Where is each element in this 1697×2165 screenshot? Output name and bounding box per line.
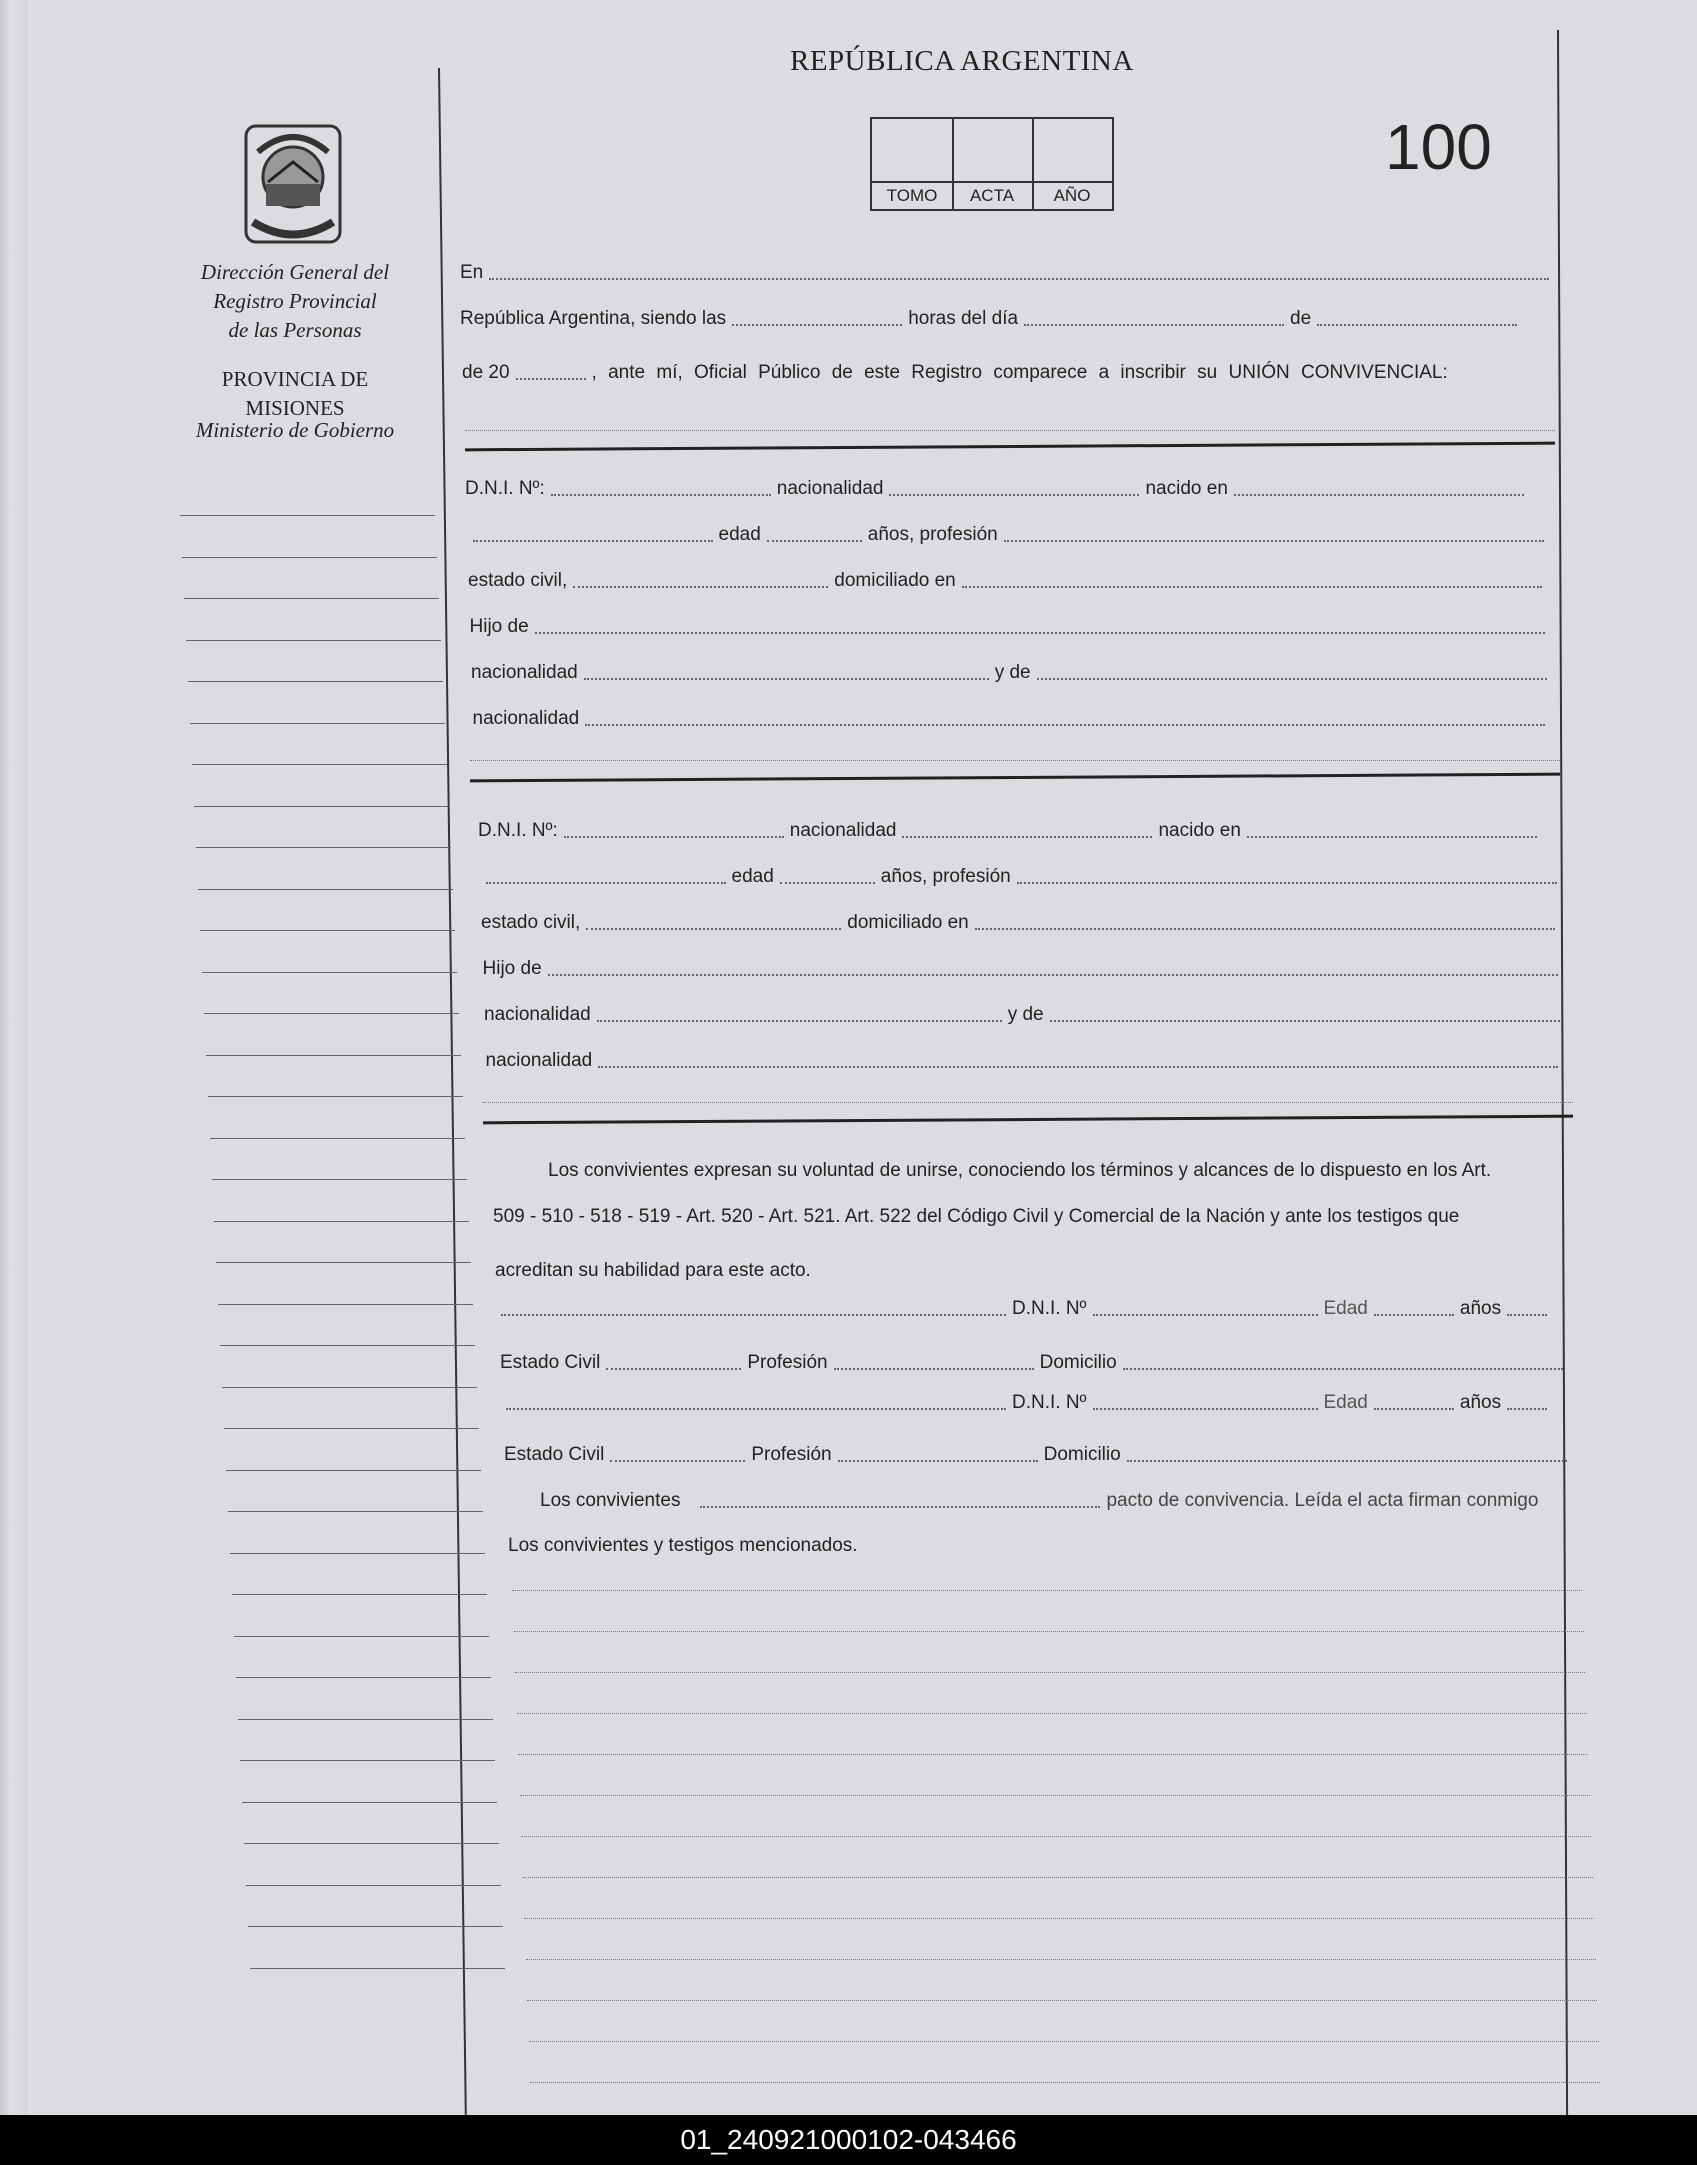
- margin-note-line[interactable]: [220, 1345, 475, 1346]
- witness-2-domicilio-label: Domicilio: [1043, 1444, 1121, 1465]
- witness-1-years-field[interactable]: [1507, 1313, 1547, 1316]
- margin-note-line[interactable]: [226, 1470, 481, 1471]
- person-2-birthplace-field[interactable]: [1247, 835, 1537, 838]
- witness-1-address-field[interactable]: [1123, 1367, 1563, 1370]
- en-label: En: [460, 262, 484, 283]
- margin-note-line[interactable]: [240, 1760, 495, 1761]
- margin-note-line[interactable]: [194, 806, 449, 807]
- person-1-birthplace-field[interactable]: [1234, 493, 1524, 496]
- person-2-nationality-field[interactable]: [902, 835, 1152, 838]
- person-2-address-field[interactable]: [975, 927, 1555, 930]
- directorate-line-2: Registro Provincial: [213, 289, 377, 313]
- witness-2-age-field[interactable]: [1374, 1407, 1454, 1410]
- province-name: [170, 365, 420, 423]
- ano-cell[interactable]: [1032, 119, 1112, 209]
- signature-line[interactable]: [514, 1631, 1584, 1633]
- person-1-parent-1-nationality-field[interactable]: [584, 677, 989, 680]
- margin-note-line[interactable]: [216, 1262, 471, 1263]
- person-2-profession-field[interactable]: [1017, 881, 1557, 884]
- signature-line[interactable]: [529, 2041, 1599, 2043]
- person-2-line-2: [480, 866, 1563, 888]
- margin-note-line[interactable]: [184, 598, 439, 599]
- witness-1-edad-label: Edad: [1323, 1298, 1368, 1319]
- person-1-dni-label: D.N.I. Nº:: [465, 478, 545, 499]
- provincial-seal-icon: [238, 122, 348, 250]
- closing-line-2: Los convivientes y testigos mencionados.: [508, 1535, 858, 1556]
- signature-line[interactable]: [527, 2000, 1597, 2002]
- witness-2-years-field[interactable]: [1507, 1407, 1547, 1410]
- de20-label: de 20: [462, 362, 510, 383]
- person-1-edad-label: edad: [718, 524, 761, 545]
- person-1-line-5: [471, 662, 1553, 684]
- person-2-dni-label: D.N.I. Nº:: [478, 820, 558, 841]
- witness-2-profession-field[interactable]: [838, 1459, 1038, 1462]
- witness-1-dni-label: D.N.I. Nº: [1012, 1298, 1087, 1319]
- tomo-acta-ano-box: [870, 117, 1114, 211]
- witness-2-line-1: [500, 1392, 1553, 1414]
- person-2-line-3: [481, 912, 1561, 934]
- tomo-label: TOMO: [872, 181, 952, 209]
- person-2-civil-status-field[interactable]: [586, 927, 841, 930]
- person-2-hijo-label: Hijo de: [482, 958, 542, 979]
- person-1-domiciliado-label: domiciliado en: [834, 570, 956, 591]
- person-2-separator: [483, 1115, 1573, 1125]
- person-2-estado-label: estado civil,: [481, 912, 581, 933]
- ano-label: AÑO: [1032, 181, 1112, 209]
- horas-label: horas del día: [908, 308, 1019, 329]
- closing-convivientes-field[interactable]: [700, 1505, 1100, 1508]
- intro-line-2: [460, 308, 1523, 330]
- person-1-age-field[interactable]: [767, 539, 862, 542]
- hours-field[interactable]: [732, 323, 902, 326]
- body-paragraph-2: 509 - 510 - 518 - 519 - Art. 520 - Art. 521. Art. 522 del Código Civil y Comercial de la Nación y ante los testigos que: [493, 1206, 1460, 1227]
- person-2-parent-1-nationality-field[interactable]: [597, 1019, 1002, 1022]
- republica-label: República Argentina, siendo las: [460, 308, 727, 329]
- witness-2-anos-label: años: [1459, 1392, 1502, 1413]
- person-1-nacionalidad-label: nacionalidad: [776, 478, 884, 499]
- person-1-y_de-label: y de: [994, 662, 1031, 683]
- de-label: de: [1290, 308, 1312, 329]
- margin-note-line[interactable]: [214, 1221, 469, 1222]
- margin-note-line[interactable]: [200, 930, 455, 931]
- margin-note-line[interactable]: [208, 1096, 463, 1097]
- person-1-nationality-field[interactable]: [889, 493, 1139, 496]
- place-field[interactable]: [489, 277, 1549, 280]
- signature-line[interactable]: [520, 1795, 1590, 1797]
- margin-note-line[interactable]: [222, 1387, 477, 1388]
- directorate-line-1: Dirección General del: [200, 260, 390, 284]
- witness-2-name-field[interactable]: [506, 1407, 1006, 1410]
- witness-1-line-2: [500, 1352, 1569, 1374]
- person-2-parent-2-nationality-field[interactable]: [598, 1065, 1558, 1068]
- body-paragraph-3: acreditan su habilidad para este acto.: [495, 1260, 811, 1281]
- margin-note-line[interactable]: [182, 557, 437, 558]
- person-2-blank-line[interactable]: [483, 1102, 1573, 1104]
- person-1-estado-label: estado civil,: [468, 570, 568, 591]
- directorate-name: [170, 258, 420, 345]
- margin-note-line[interactable]: [218, 1304, 473, 1305]
- signature-line[interactable]: [515, 1672, 1585, 1674]
- directorate-line-3: de las Personas: [228, 318, 362, 342]
- person-1-address-field[interactable]: [962, 585, 1542, 588]
- signature-line[interactable]: [523, 1877, 1593, 1879]
- page-title: REPÚBLICA ARGENTINA: [790, 45, 1134, 77]
- margin-note-line[interactable]: [246, 1885, 501, 1886]
- signature-line[interactable]: [512, 1590, 1582, 1592]
- signature-line[interactable]: [517, 1713, 1587, 1715]
- person-1-parent-2-field[interactable]: [1037, 677, 1547, 680]
- person-1-profession-field[interactable]: [1004, 539, 1544, 542]
- person-2-nacionalidad-label: nacionalidad: [484, 1004, 591, 1025]
- page-stack-edge: [0, 0, 28, 2115]
- margin-note-line[interactable]: [250, 1968, 505, 1969]
- witness-2-line-2: [504, 1444, 1573, 1466]
- tomo-cell[interactable]: [872, 119, 954, 209]
- person-1-separator: [470, 773, 1560, 783]
- margin-note-line[interactable]: [186, 640, 441, 641]
- margin-note-line[interactable]: [212, 1179, 467, 1180]
- person-2-birth-date-field[interactable]: [486, 881, 726, 884]
- signature-line[interactable]: [526, 1959, 1596, 1961]
- witness-2-estado-label: Estado Civil: [504, 1444, 605, 1465]
- witness-2-profesion-label: Profesión: [751, 1444, 832, 1465]
- witness-1-age-field[interactable]: [1374, 1313, 1454, 1316]
- intro-line-1: [460, 262, 1555, 284]
- person-1-line-6: [473, 708, 1552, 730]
- margin-note-line[interactable]: [204, 1013, 459, 1014]
- person-1-line-4: [470, 616, 1551, 638]
- person-1-blank-line[interactable]: [470, 760, 1560, 762]
- province-line-1: PROVINCIA DE: [221, 367, 369, 391]
- person-1-nacionalidad-label: nacionalidad: [471, 662, 578, 683]
- margin-note-line[interactable]: [234, 1636, 489, 1637]
- person-2-line-5: [484, 1004, 1566, 1026]
- witness-2-address-field[interactable]: [1127, 1459, 1567, 1462]
- margin-note-line[interactable]: [202, 972, 457, 973]
- witness-1-anos-label: años: [1459, 1298, 1502, 1319]
- person-1-civil-status-field[interactable]: [573, 585, 828, 588]
- margin-note-line[interactable]: [236, 1677, 491, 1678]
- witness-1-domicilio-label: Domicilio: [1039, 1352, 1117, 1373]
- person-2-line-6: [486, 1050, 1565, 1072]
- witness-1-profession-field[interactable]: [834, 1367, 1034, 1370]
- person-1-line-3: [468, 570, 1548, 592]
- person-1-line-1: [465, 478, 1530, 500]
- witness-2-dni-field[interactable]: [1093, 1407, 1318, 1410]
- margin-note-line[interactable]: [192, 764, 447, 765]
- act-number: 100: [1385, 111, 1492, 183]
- person-1-hijo-label: Hijo de: [469, 616, 529, 637]
- ante-text: , ante mí, Oficial Público de este Registro comparece a inscribir su UNIÓN CONVIVENCIAL:: [591, 362, 1448, 383]
- witness-1-profesion-label: Profesión: [747, 1352, 828, 1373]
- closing-convivientes-label: Los convivientes: [540, 1490, 681, 1511]
- margin-note-line[interactable]: [228, 1511, 483, 1512]
- acta-cell[interactable]: [952, 119, 1034, 209]
- signature-line[interactable]: [518, 1754, 1588, 1756]
- signature-line[interactable]: [530, 2082, 1600, 2084]
- person-2-line-4: [483, 958, 1564, 980]
- margin-note-line[interactable]: [242, 1802, 497, 1803]
- signature-line[interactable]: [521, 1836, 1591, 1838]
- closing-pacto-text: pacto de convivencia. Leída el acta firman conmigo: [1106, 1490, 1539, 1511]
- person-2-nacido-label: nacido en: [1158, 820, 1241, 841]
- person-2-domiciliado-label: domiciliado en: [847, 912, 969, 933]
- image-code-footer: 01_240921000102-043466: [0, 2115, 1697, 2165]
- closing-line-1: [540, 1490, 1538, 1512]
- person-2-edad-label: edad: [731, 866, 774, 887]
- signature-line[interactable]: [524, 1918, 1594, 1920]
- witness-1-name-field[interactable]: [501, 1313, 1006, 1316]
- witness-1-civil-field[interactable]: [606, 1367, 741, 1370]
- day-field[interactable]: [1024, 323, 1284, 326]
- month-field[interactable]: [1317, 323, 1517, 326]
- person-1-line-2: [467, 524, 1550, 546]
- person-2-nacionalidad-label: nacionalidad: [485, 1050, 593, 1071]
- person-2-dni-field[interactable]: [564, 835, 784, 838]
- witness-1-line-1: [495, 1298, 1553, 1320]
- margin-note-line[interactable]: [180, 515, 435, 516]
- person-1-nacido-label: nacido en: [1145, 478, 1228, 499]
- margin-note-line[interactable]: [244, 1843, 499, 1844]
- person-1-dni-field[interactable]: [551, 493, 771, 496]
- person-1-birth-date-field[interactable]: [473, 539, 713, 542]
- person-1-anos_prof-label: años, profesión: [867, 524, 998, 545]
- person-1-nacionalidad-label: nacionalidad: [472, 708, 580, 729]
- person-2-y_de-label: y de: [1007, 1004, 1044, 1025]
- margin-note-line[interactable]: [224, 1428, 479, 1429]
- witness-2-dni-label: D.N.I. Nº: [1012, 1392, 1087, 1413]
- person-1-parent-2-nationality-field[interactable]: [585, 723, 1545, 726]
- witness-1-estado-label: Estado Civil: [500, 1352, 601, 1373]
- person-1-parent-1-field[interactable]: [535, 631, 1545, 634]
- witness-2-civil-field[interactable]: [610, 1459, 745, 1462]
- witness-1-dni-field[interactable]: [1093, 1313, 1318, 1316]
- margin-note-line[interactable]: [238, 1719, 493, 1720]
- person-2-age-field[interactable]: [780, 881, 875, 884]
- right-border: [1557, 30, 1568, 2115]
- witness-2-edad-label: Edad: [1323, 1392, 1368, 1413]
- margin-note-line[interactable]: [196, 847, 451, 848]
- province-line-2: MISIONES: [245, 396, 345, 420]
- person-2-anos_prof-label: años, profesión: [880, 866, 1011, 887]
- section-separator-1: [465, 442, 1555, 452]
- margin-note-line[interactable]: [210, 1138, 465, 1139]
- ministry-name: Ministerio de Gobierno: [195, 418, 395, 442]
- intro-blank-line[interactable]: [465, 430, 1555, 432]
- margin-note-line[interactable]: [190, 723, 445, 724]
- margin-note-line[interactable]: [232, 1594, 487, 1595]
- person-2-nacionalidad-label: nacionalidad: [789, 820, 897, 841]
- person-2-parent-1-field[interactable]: [548, 973, 1558, 976]
- margin-note-line[interactable]: [198, 889, 453, 890]
- margin-note-line[interactable]: [230, 1553, 485, 1554]
- margin-note-line[interactable]: [248, 1926, 503, 1927]
- margin-note-line[interactable]: [206, 1055, 461, 1056]
- person-2-parent-2-field[interactable]: [1050, 1019, 1560, 1022]
- intro-line-3: [462, 362, 1448, 384]
- year-field[interactable]: [516, 377, 586, 380]
- person-2-line-1: [478, 820, 1543, 842]
- acta-label: ACTA: [952, 181, 1032, 209]
- margin-note-line[interactable]: [188, 681, 443, 682]
- body-paragraph-1: Los convivientes expresan su voluntad de unirse, conociendo los términos y alcances de lo dispuesto en los Art.: [548, 1160, 1492, 1181]
